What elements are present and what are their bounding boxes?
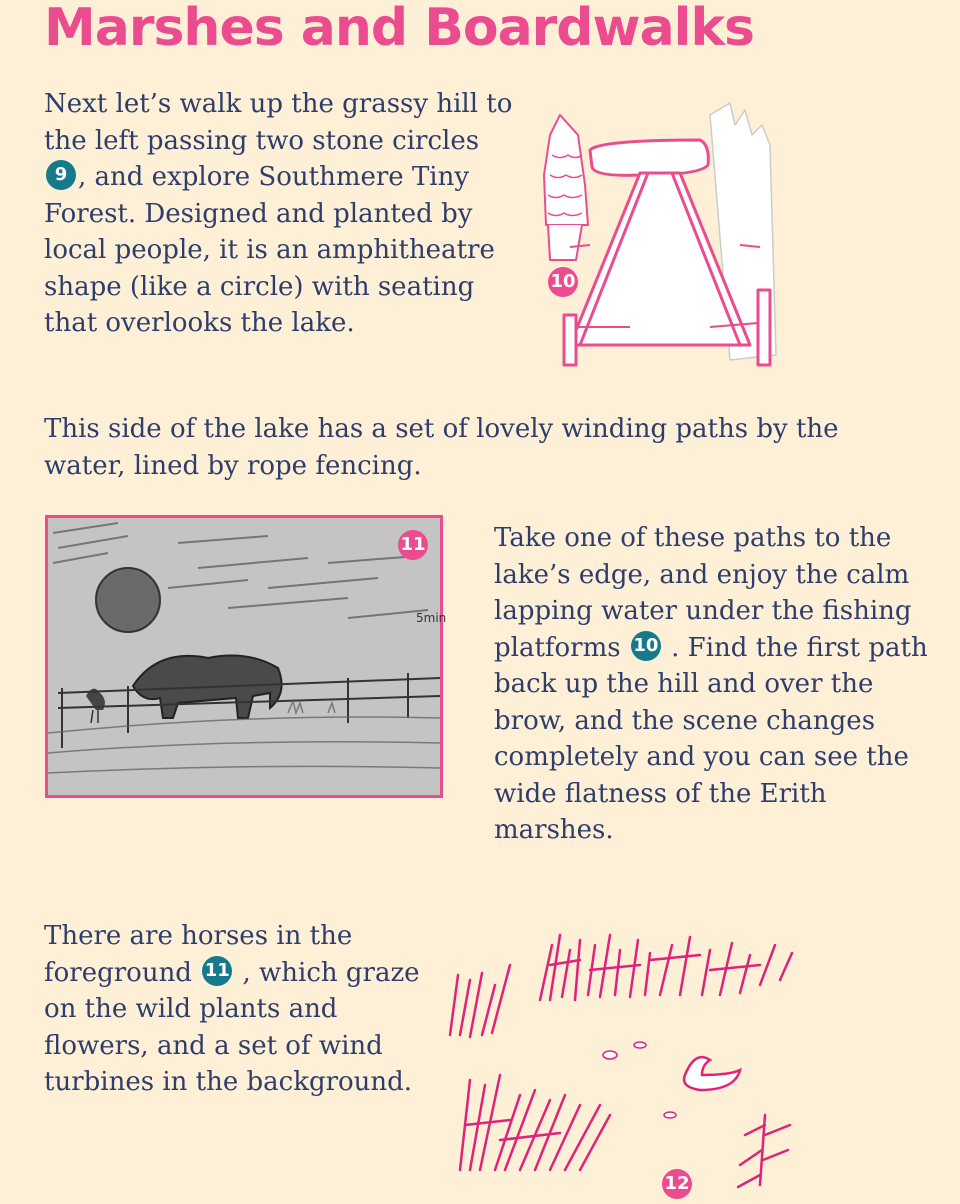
tiny-forest-illustration (530, 95, 790, 375)
intro-text-before: Next let’s walk up the grassy hill to the left passing two stone circles (44, 89, 513, 156)
intro-text-after: , and explore Southmere Tiny Forest. Designed and planted by local people, it is an amphitheatre shape (like a circle) with seating that overlooks the lake. (44, 162, 495, 338)
marsh-badge: 12 (662, 1169, 692, 1199)
lake-edge-text-before: Take one of these paths to the lake’s edge, and enjoy the calm lapping water under the fishing platforms (494, 523, 912, 663)
horses-text-after: , which graze on the wild plants and flowers, and a set of wind turbines in the background. (44, 957, 420, 1097)
intro-paragraph (44, 86, 514, 342)
lake-edge-paragraph (494, 520, 934, 849)
horses-paragraph (44, 918, 424, 1101)
tiny-forest-badge: 10 (548, 267, 578, 297)
stop-11-badge: 11 (202, 956, 232, 986)
horses-text-before: There are horses in the foreground (44, 921, 353, 988)
marsh-drawing (440, 925, 860, 1200)
tiny-forest-drawing (530, 95, 790, 375)
paths-paragraph: This side of the lake has a set of lovely winding paths by the water, lined by rope fencing. (44, 414, 839, 481)
stop-10-badge: 10 (631, 631, 661, 661)
marsh-illustration (440, 925, 860, 1200)
horse-drawing (45, 515, 447, 798)
page-title: Marshes and Boardwalks (44, 0, 755, 58)
lake-edge-text-after: . Find the first path back up the hill and over the brow, and the scene changes completely and you can see the wide flatness of the Erith marshes. (494, 632, 928, 845)
drawing-scribble: 5min (416, 611, 447, 625)
stop-9-badge: 9 (46, 160, 76, 190)
horse-sketch (48, 518, 447, 795)
horse-drawing-badge: 11 (398, 530, 428, 560)
